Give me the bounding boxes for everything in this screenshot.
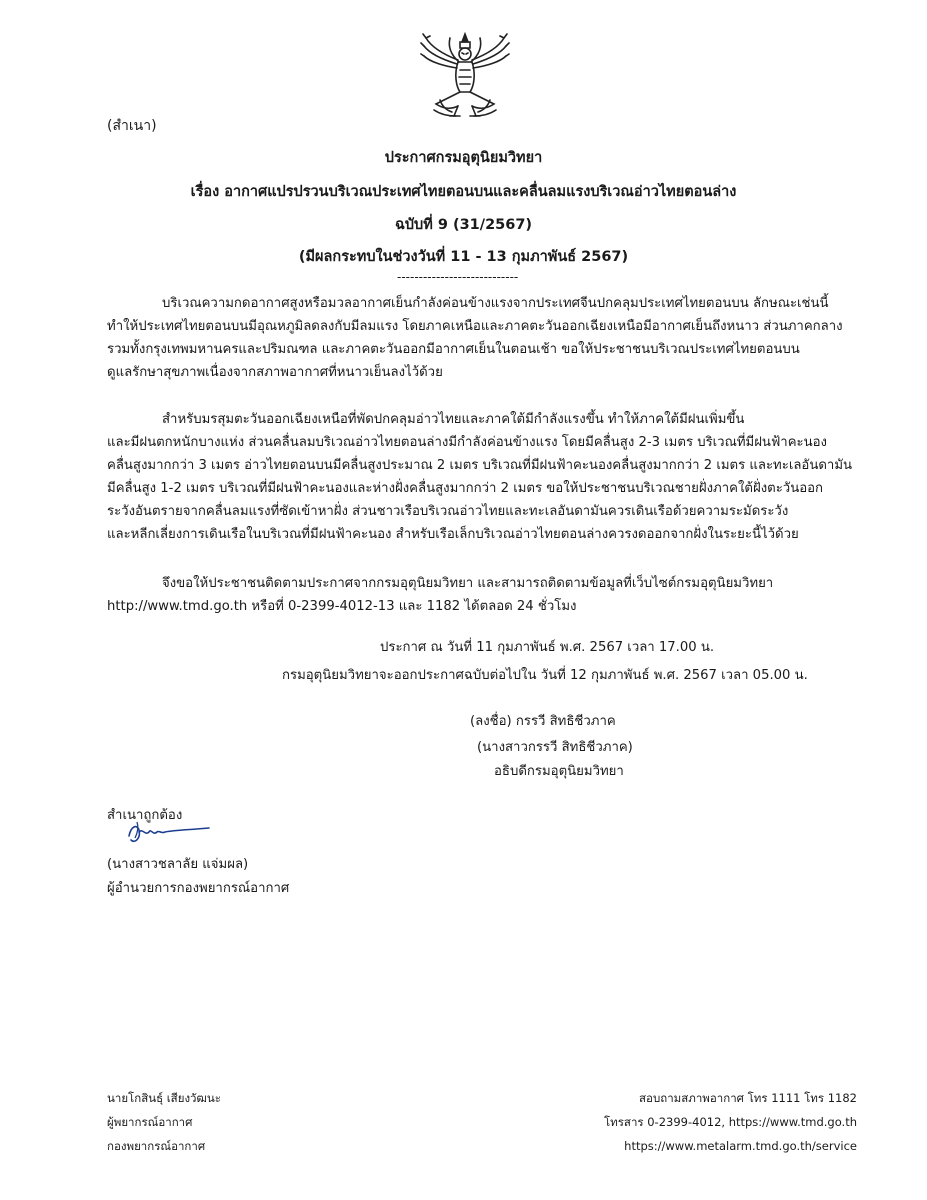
paragraph-line: และหลีกเลี่ยงการเดินเรือในบริเวณที่มีฝนฟ้าคะนอง สำหรับเรือเล็กบริเวณอ่าวไทยตอนล่างควรงดออกจากฝั่งในระยะนี้ไว้ด้วย xyxy=(107,527,799,542)
paragraph-line: http://www.tmd.go.th หรือที่ 0-2399-4012-13 และ 1182 ได้ตลอด 24 ชั่วโมง xyxy=(107,599,577,614)
footer-contact-fax-web: โทรสาร 0-2399-4012, https://www.tmd.go.th xyxy=(604,1115,857,1129)
announcement-datetime: ประกาศ ณ วันที่ 11 กุมภาพันธ์ พ.ศ. 2567 เวลา 17.00 น. xyxy=(380,640,715,655)
signature-name: (นางสาวกรรวี สิทธิชีวภาค) xyxy=(477,740,633,755)
certified-copy-label: สำเนาถูกต้อง xyxy=(107,808,183,823)
footer-forecaster-role: ผู้พยากรณ์อากาศ xyxy=(107,1115,193,1129)
paragraph-line: คลื่นสูงมากกว่า 3 เมตร อ่าวไทยตอนบนมีคลื่นสูงประมาณ 2 เมตร บริเวณที่มีฝนฟ้าคะนองคลื่นสูงมากกว่า 2 เมตร และทะเลอันดามัน xyxy=(107,458,853,473)
signature-signed: (ลงชื่อ) กรรวี สิทธิชีวภาค xyxy=(470,714,616,729)
paragraph-line: ดูแลรักษาสุขภาพเนื่องจากสภาพอากาศที่หนาวเย็นลงไว้ด้วย xyxy=(107,365,443,380)
paragraph-line: บริเวณความกดอากาศสูงหรือมวลอากาศเย็นกำลังค่อนข้างแรงจากประเทศจีนปกคลุมประเทศไทยตอนบน ลักษณะเช่นนี้ xyxy=(162,296,829,311)
footer-contact xyxy=(604,1086,857,1158)
copy-mark: (สำเนา) xyxy=(107,118,157,134)
paragraph-line: จึงขอให้ประชาชนติดตามประกาศจากกรมอุตุนิยมวิทยา และสามารถติดตามข้อมูลที่เว็บไซต์กรมอุตุนิยมวิทยา xyxy=(162,576,774,591)
paragraph-line: และมีฝนตกหนักบางแห่ง ส่วนคลื่นลมบริเวณอ่าวไทยตอนล่างมีกำลังค่อนข้างแรง โดยมีคลื่นสูง 2-3 เมตร บริเวณที่มีฝนฟ้าคะนอง xyxy=(107,435,827,450)
certified-position: ผู้อำนวยการกองพยากรณ์อากาศ xyxy=(107,881,290,896)
paragraph-monsoon xyxy=(107,408,862,546)
paragraph-line: มีคลื่นสูง 1-2 เมตร บริเวณที่มีฝนฟ้าคะนองและห่างฝั่งคลื่นสูงมากกว่า 2 เมตร ขอให้ประชาชนบริเวณชายฝั่งภาคใต้ฝั่งตะวันออก xyxy=(107,481,824,496)
separator-line: ---------------------------- xyxy=(397,270,519,284)
footer-forecaster-division: กองพยากรณ์อากาศ xyxy=(107,1139,206,1153)
paragraph-follow-updates xyxy=(107,572,862,618)
paragraph-line: ทำให้ประเทศไทยตอนบนมีอุณหภูมิลดลงกับมีลมแรง โดยภาคเหนือและภาคตะวันออกเฉียงเหนือมีอากาศเย็นถึงหนาว ส่วนภาคกลาง xyxy=(107,319,843,334)
footer-forecaster-name: นายโกสินธุ์ เสียงวัฒนะ xyxy=(107,1091,221,1105)
footer-forecaster xyxy=(107,1086,221,1158)
paragraph-line: ระวังอันตรายจากคลื่นลมแรงที่ซัดเข้าหาฝั่ง ส่วนชาวเรือบริเวณอ่าวไทยและทะเลอันดามันควรเดินเรือด้วยความระมัดระวัง xyxy=(107,504,789,519)
document-subject: เรื่อง อากาศแปรปรวนบริเวณประเทศไทยตอนบนและคลื่นลมแรงบริเวณอ่าวไทยตอนล่าง xyxy=(190,184,737,200)
garuda-emblem-icon xyxy=(420,30,510,122)
document-effective-period: (มีผลกระทบในช่วงวันที่ 11 - 13 กุมภาพันธ์ 2567) xyxy=(298,249,629,265)
document-header-agency: ประกาศกรมอุตุนิยมวิทยา xyxy=(384,150,543,166)
certified-name: (นางสาวชลาลัย แจ่มผล) xyxy=(107,857,249,872)
handwritten-signature xyxy=(125,818,215,848)
next-issue-notice: กรมอุตุนิยมวิทยาจะออกประกาศฉบับต่อไปใน วันที่ 12 กุมภาพันธ์ พ.ศ. 2567 เวลา 05.00 น. xyxy=(282,668,808,683)
signature-position: อธิบดีกรมอุตุนิยมวิทยา xyxy=(494,764,624,779)
paragraph-high-pressure xyxy=(107,292,862,384)
paragraph-line: สำหรับมรสุมตะวันออกเฉียงเหนือที่พัดปกคลุมอ่าวไทยและภาคใต้มีกำลังแรงขึ้น ทำให้ภาคใต้มีฝนเพิ่มขึ้น xyxy=(162,412,745,427)
document-issue-number: ฉบับที่ 9 (31/2567) xyxy=(394,217,533,233)
footer-contact-service: https://www.metalarm.tmd.go.th/service xyxy=(624,1139,857,1153)
paragraph-line: รวมทั้งกรุงเทพมหานครและปริมณฑล และภาคตะวันออกมีอากาศเย็นในตอนเช้า ขอให้ประชาชนบริเวณประเทศไทยตอนบน xyxy=(107,342,800,357)
footer-contact-phone: สอบถามสภาพอากาศ โทร 1111 โทร 1182 xyxy=(639,1091,857,1105)
